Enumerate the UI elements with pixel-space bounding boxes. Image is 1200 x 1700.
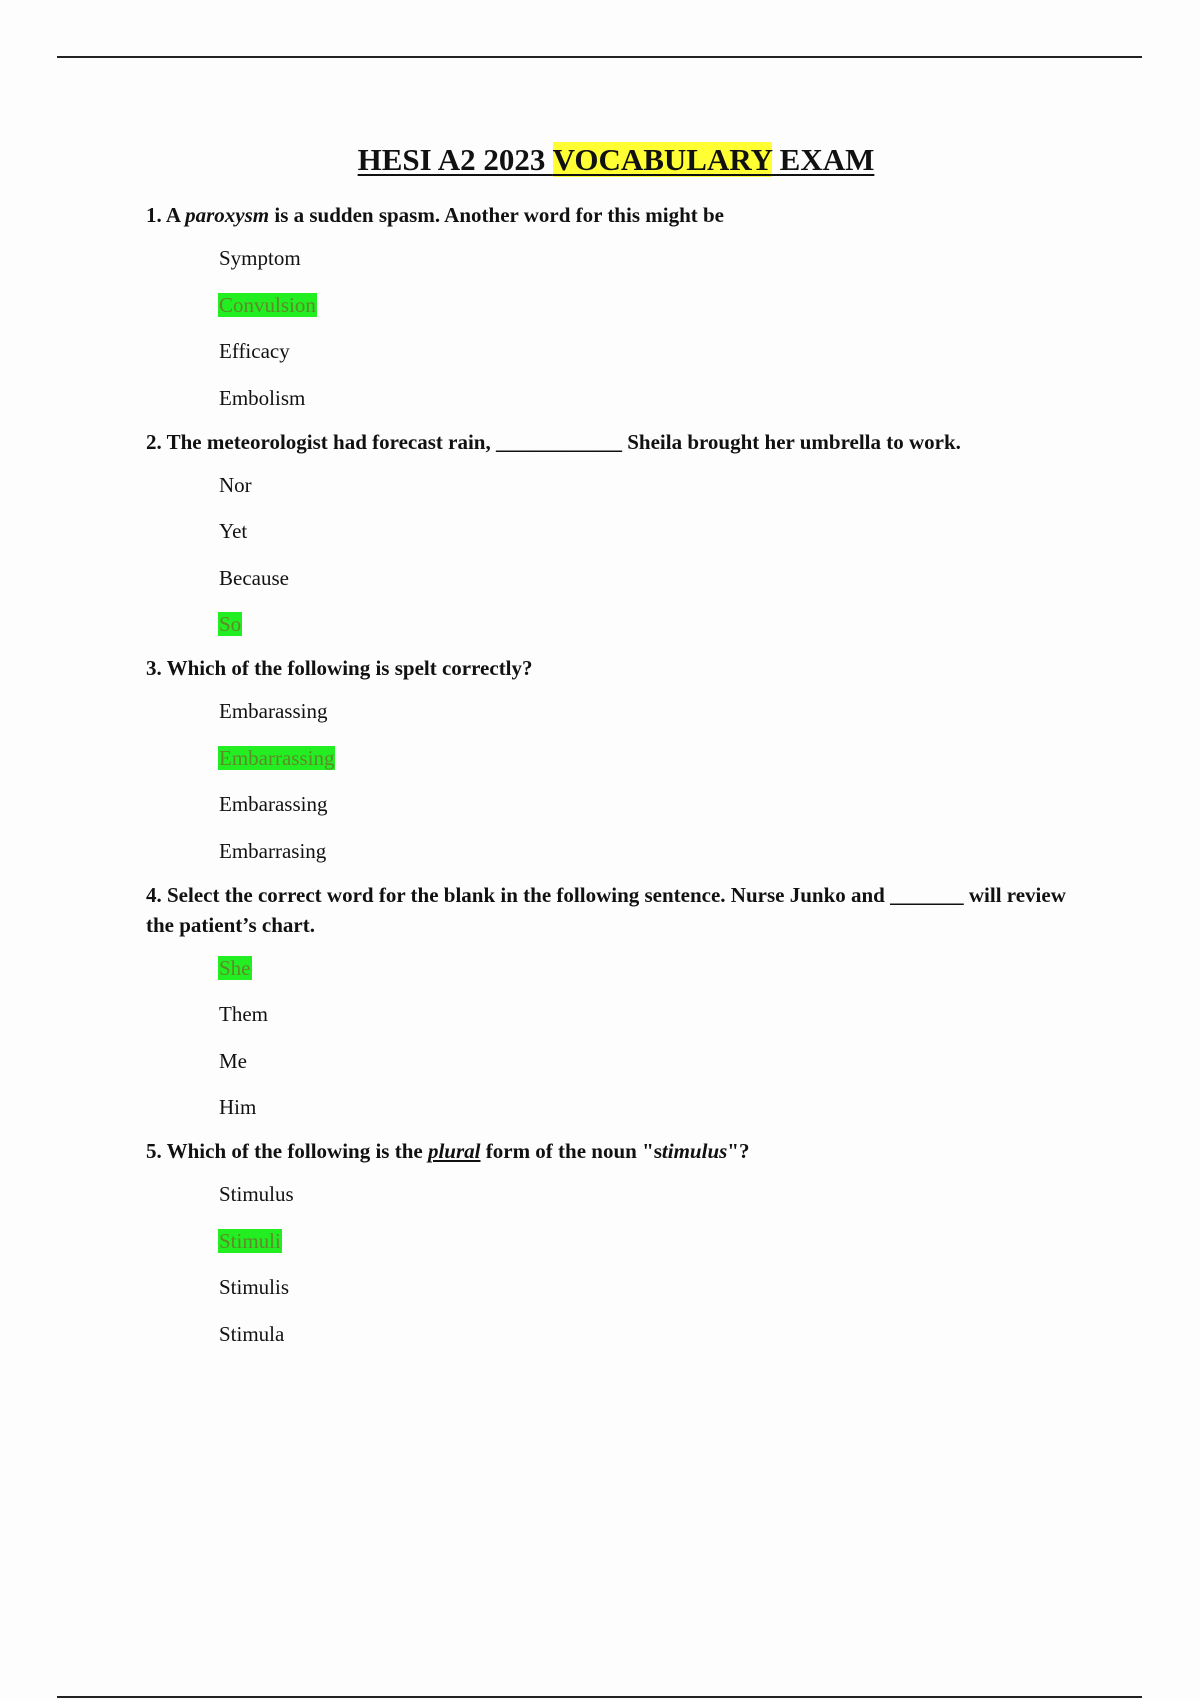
answer-option-label: Efficacy xyxy=(219,339,290,363)
question-text-part: 2. The meteorologist had forecast rain, ____________ Sheila brought her umbrella to work. xyxy=(146,429,961,454)
answer-option-label: Embarrassing xyxy=(219,745,335,770)
answer-option-label: Me xyxy=(219,1048,247,1073)
answer-option-correct xyxy=(218,610,1096,639)
answer-option xyxy=(218,337,1096,366)
answer-option-correct xyxy=(218,1227,1096,1256)
answer-option xyxy=(218,1000,1096,1029)
question-text-part: 3. Which of the following is spelt correctly? xyxy=(146,656,533,680)
answer-option-label: Symptom xyxy=(219,246,301,270)
answer-option xyxy=(218,1093,1096,1122)
answer-options xyxy=(146,1180,1096,1349)
bottom-rule xyxy=(57,1696,1142,1698)
question-text xyxy=(146,200,1096,230)
question-text-part: 5. Which of the following is the xyxy=(146,1139,428,1163)
answer-options xyxy=(146,954,1096,1123)
answer-option-correct xyxy=(218,744,1096,773)
answer-option-label: Stimulus xyxy=(219,1182,294,1206)
question-block xyxy=(146,880,1096,1123)
answer-option-label: Yet xyxy=(219,519,248,543)
question-block xyxy=(146,427,1096,640)
answer-option-label: Them xyxy=(219,1002,268,1026)
answer-option-label: Stimulis xyxy=(219,1275,290,1299)
answer-option-label: Because xyxy=(219,565,289,590)
answer-option-label: She xyxy=(219,955,251,980)
answer-option-label: Nor xyxy=(219,472,252,497)
question-text-part: 4. Select the correct word for the blank in the following sentence. Nurse Junko and _______ will review the patient’s chart. xyxy=(146,882,1066,937)
answer-option xyxy=(218,517,1096,546)
title-text-start: HESI A2 2023 xyxy=(357,142,553,177)
question-text-part: timulus xyxy=(661,1139,728,1163)
title-highlighted-word: VOCABULARY xyxy=(552,142,772,177)
question-text xyxy=(146,653,1096,683)
answer-option-label: Stimuli xyxy=(219,1228,281,1253)
question-text-part: "? xyxy=(727,1139,750,1163)
answer-option xyxy=(218,564,1096,593)
document-title xyxy=(0,140,1200,180)
answer-option-correct xyxy=(218,291,1096,320)
title-underline xyxy=(358,142,875,177)
question-text-part: 1. A xyxy=(146,203,186,227)
question-text xyxy=(146,880,1096,940)
answer-option-label: Embarrasing xyxy=(219,838,327,863)
answer-option xyxy=(218,244,1096,273)
question-text xyxy=(146,1136,1096,1166)
answer-option-label: Embolism xyxy=(219,385,306,410)
answer-option xyxy=(218,1320,1096,1349)
answer-option xyxy=(218,790,1096,819)
answer-options xyxy=(146,471,1096,640)
answer-option xyxy=(218,1273,1096,1302)
answer-option xyxy=(218,1180,1096,1209)
question-block xyxy=(146,653,1096,866)
question-text-part: form of the noun "s xyxy=(480,1139,662,1163)
answer-option xyxy=(218,697,1096,726)
question-block xyxy=(146,1136,1096,1349)
answer-option xyxy=(218,1047,1096,1076)
question-text-part: paroxysm xyxy=(185,203,270,227)
question-text-part: plural xyxy=(427,1139,481,1163)
answer-option xyxy=(218,384,1096,413)
answer-option-correct xyxy=(218,954,1096,983)
answer-option-label: Stimula xyxy=(219,1321,285,1346)
answer-options xyxy=(146,697,1096,866)
question-block xyxy=(146,200,1096,413)
question-text xyxy=(146,427,1096,457)
top-rule xyxy=(57,56,1142,58)
answer-option-label: So xyxy=(219,612,242,636)
question-list xyxy=(146,200,1096,1363)
question-text-part: is a sudden spasm. Another word for this might be xyxy=(269,203,724,227)
answer-option xyxy=(218,837,1096,866)
answer-option-label: Him xyxy=(219,1095,257,1119)
answer-options xyxy=(146,244,1096,413)
answer-option-label: Embarassing xyxy=(219,699,328,723)
answer-option-label: Embarassing xyxy=(219,792,328,816)
answer-option-label: Convulsion xyxy=(219,292,316,317)
title-text-end: EXAM xyxy=(771,142,875,177)
answer-option xyxy=(218,471,1096,500)
